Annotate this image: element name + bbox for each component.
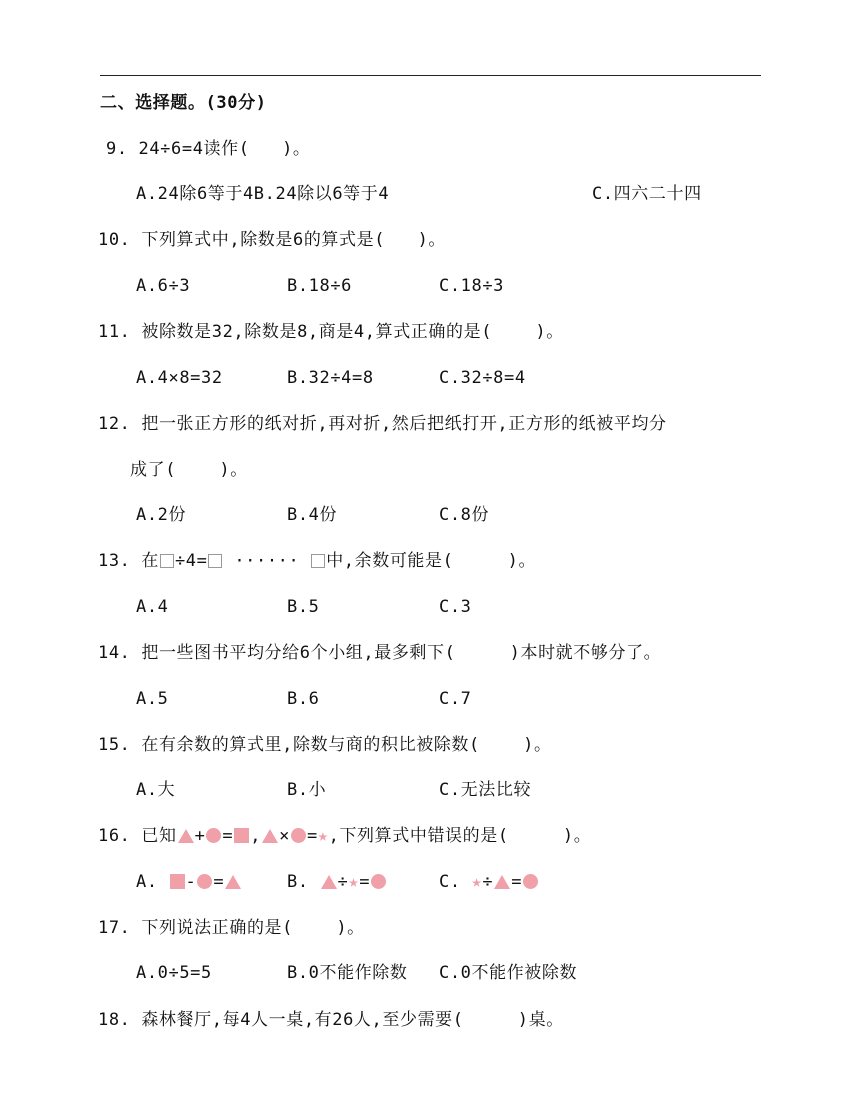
question-number: 16.	[98, 826, 131, 846]
option-c: C.0不能作被除数	[439, 963, 578, 983]
question-number: 18.	[98, 1010, 131, 1030]
option-b: B.5	[287, 597, 320, 617]
section-title: 二、选择题。(30分)	[100, 93, 267, 113]
option-a: A.0÷5=5	[136, 963, 212, 983]
option-b: B.0不能作除数	[287, 963, 408, 983]
question-text: 被除数是32,除数是8,商是4,算式正确的是( )。	[141, 322, 564, 342]
question-number: 11.	[98, 322, 131, 342]
question-9	[106, 138, 311, 160]
question-12	[98, 413, 667, 435]
question-17	[98, 917, 365, 939]
circle-icon	[371, 874, 386, 889]
blank-box-icon	[160, 554, 174, 568]
question-number: 14.	[98, 643, 131, 663]
option-a-b: A.24除6等于4B.24除以6等于4	[136, 184, 390, 204]
option-b: B.4份	[287, 505, 338, 525]
option-c: C. ★÷ =	[439, 871, 539, 893]
question-10	[98, 229, 446, 251]
star-icon: ★	[348, 872, 360, 892]
option-c: C.32÷8=4	[439, 368, 526, 388]
star-icon: ★	[317, 826, 329, 846]
question-15	[98, 734, 552, 756]
triangle-icon	[262, 829, 278, 843]
option-c: C.7	[439, 689, 472, 709]
question-12-continued: 成了( )。	[130, 460, 248, 480]
square-icon	[234, 828, 249, 843]
star-icon: ★	[471, 872, 483, 892]
option-b: B.小	[287, 780, 327, 800]
triangle-icon	[225, 875, 241, 889]
blank-box-icon	[208, 554, 222, 568]
question-text: 森林餐厅,每4人一桌,有26人,至少需要( )桌。	[141, 1010, 564, 1030]
question-text: 把一些图书平均分给6个小组,最多剩下( )本时就不够分了。	[141, 643, 662, 663]
circle-icon	[291, 828, 306, 843]
option-c: C.四六二十四	[592, 184, 702, 204]
header-rule	[100, 75, 761, 76]
option-b: B.32÷4=8	[287, 368, 374, 388]
square-icon	[170, 874, 185, 889]
option-c: C.18÷3	[439, 276, 505, 296]
circle-icon	[197, 874, 212, 889]
question-number: 10.	[98, 230, 131, 250]
question-text: 24÷6=4读作( )。	[138, 139, 311, 159]
option-b: B. ÷★=	[287, 871, 387, 893]
question-number: 13.	[98, 551, 131, 571]
triangle-icon	[494, 875, 510, 889]
question-18	[98, 1009, 564, 1031]
blank-box-icon	[311, 554, 325, 568]
triangle-icon	[178, 829, 194, 843]
question-number: 17.	[98, 918, 131, 938]
option-a: A.5	[136, 689, 169, 709]
option-b: B.6	[287, 689, 320, 709]
question-13: 13. 在 ÷4= ······ 中,余数可能是( )。	[98, 551, 537, 571]
option-a: A.大	[136, 780, 176, 800]
question-number: 12.	[98, 414, 131, 434]
option-c: C.3	[439, 597, 472, 617]
option-c: C.无法比较	[439, 780, 532, 800]
option-a: A.4×8=32	[136, 368, 223, 388]
question-text: 在有余数的算式里,除数与商的积比被除数( )。	[141, 735, 552, 755]
option-a: A.4	[136, 597, 169, 617]
option-a: A.6÷3	[136, 276, 191, 296]
question-number: 15.	[98, 735, 131, 755]
question-text: 把一张正方形的纸对折,再对折,然后把纸打开,正方形的纸被平均分	[141, 414, 667, 434]
option-a: A.2份	[136, 505, 187, 525]
option-c: C.8份	[439, 505, 490, 525]
question-number: 9.	[106, 139, 128, 159]
option-a: A. - =	[136, 871, 242, 893]
question-text: 下列说法正确的是( )。	[141, 918, 365, 938]
triangle-icon	[321, 875, 337, 889]
question-text: 下列算式中,除数是6的算式是( )。	[141, 230, 447, 250]
option-b: B.18÷6	[287, 276, 353, 296]
question-16: 16. 已知 + = , × =★,下列算式中错误的是( )。	[98, 826, 592, 846]
question-11	[98, 321, 564, 343]
circle-icon	[523, 874, 538, 889]
question-14	[98, 642, 661, 664]
circle-icon	[206, 828, 221, 843]
